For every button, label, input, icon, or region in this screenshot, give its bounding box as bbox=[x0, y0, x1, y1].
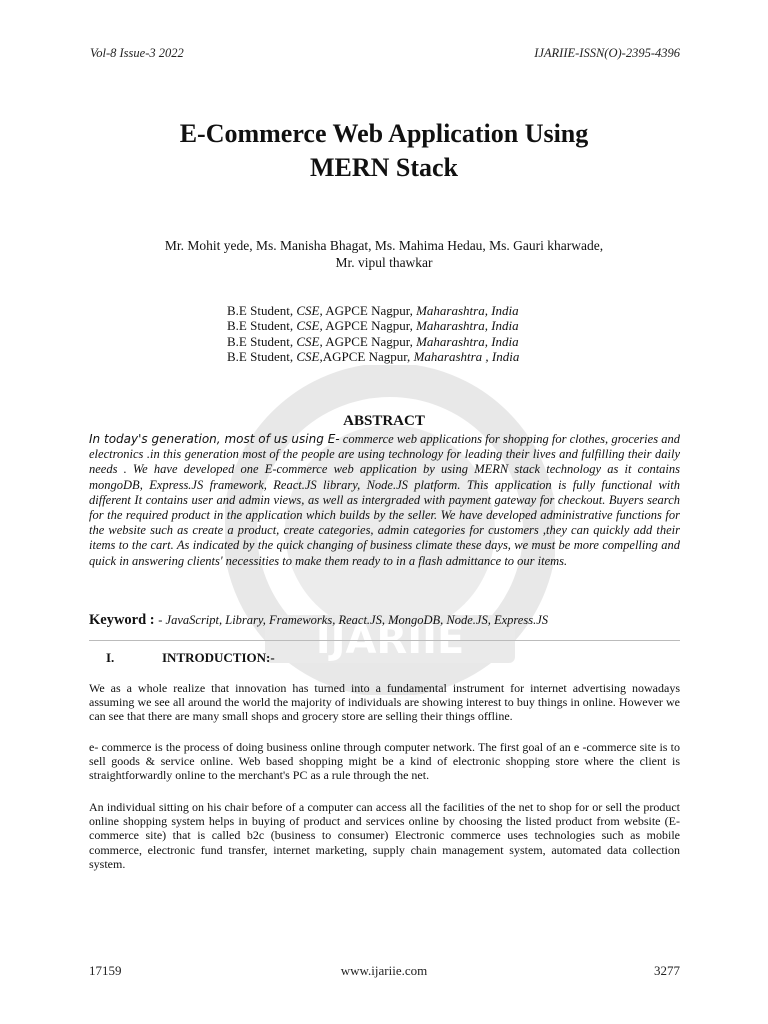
abstract-text: commerce web applications for shopping for clothes, groceries and electronics .in this generation most of the people are using technology for leading their lives and fulfilling their daily needs . We have developed one E-commerce web application by using MERN stack technology as it contains mongoDB, Express.JS framework, React.JS library, Node.JS platform. This application is fully functional with different It contains user and admin views, as well as intergraded with payment gateway for checkout. Buyers search for the required product in the application which builds by the seller. We have developed administrative functions for the website such as create a product, create categories, admin categories for customers ,they can quickly add their items to the cart. As indicated by the quick changing of business climate these days, we must be more compelling and quick in answering clients' necessities to make them ready to in a flash admittance to our items. bbox=[89, 432, 680, 568]
watermark-text: IJARIIE bbox=[315, 617, 465, 663]
paper-title-line-1: E-Commerce Web Application Using bbox=[179, 119, 589, 148]
section-divider bbox=[89, 640, 680, 641]
author-list bbox=[0, 237, 768, 271]
header-issn: IJARIIE-ISSN(O)-2395-4396 bbox=[534, 46, 680, 60]
paper-title-line-2: MERN Stack bbox=[309, 153, 459, 182]
keywords-text: - JavaScript, Library, Frameworks, React.JS, MongoDB, Node.JS, Express.JS bbox=[158, 613, 549, 627]
section-number: I. bbox=[106, 650, 115, 665]
intro-paragraph-2: e- commerce is the process of doing business online through computer network. The first goal of an e -commerce site is to sell goods & service online. Web based shopping might be a kind of electronic shopping store where the client is straightforwardly online to the merchant's PC as a rule through the net. bbox=[89, 740, 680, 783]
footer-website: www.ijariie.com bbox=[340, 963, 428, 978]
intro-paragraph-3: An individual sitting on his chair before of a computer can access all the facilities of the net to shop for or sell the product online shopping system helps in buying of product and services online by choosing the listed product from website (E-commerce site) that is called b2c (business to consumer) Electronic commerce uses technologies such as mobile commerce, electronic fund transfer, internet marketing, supply chain management system, automated data collection system. bbox=[89, 800, 680, 871]
keywords bbox=[89, 612, 689, 629]
paper-title bbox=[0, 117, 768, 185]
intro-paragraph-1: We as a whole realize that innovation has turned into a fundamental instrument for internet advertising nowadays assuming we see all around the world the majority of individuals are showing interest to buy things in online. However we can see that there are many small shops and grocery store are selling their things offline. bbox=[89, 681, 680, 724]
section-title: INTRODUCTION:- bbox=[162, 650, 275, 665]
affiliation-line: B.E Student, CSE, AGPCE Nagpur, Maharashtra, India bbox=[227, 318, 519, 334]
abstract-heading: ABSTRACT bbox=[343, 413, 425, 429]
keywords-label: Keyword : bbox=[89, 612, 159, 628]
author-line-1: Mr. Mohit yede, Ms. Manisha Bhagat, Ms. Mahima Hedau, Ms. Gauri kharwade, bbox=[164, 238, 604, 253]
abstract-lead: In today's generation, most of us using E- bbox=[89, 432, 340, 446]
footer-paper-id: 17159 bbox=[89, 963, 122, 978]
abstract-body bbox=[89, 432, 680, 569]
affiliation-list bbox=[227, 303, 519, 364]
affiliation-line: B.E Student, CSE,AGPCE Nagpur, Maharashtra , India bbox=[227, 348, 520, 364]
affiliation-line: B.E Student, CSE, AGPCE Nagpur, Maharashtra, India bbox=[227, 303, 519, 318]
header-volume-issue: Vol-8 Issue-3 2022 bbox=[90, 46, 184, 60]
affiliation-line: B.E Student, CSE, AGPCE Nagpur, Maharashtra, India bbox=[227, 333, 519, 349]
author-line-2: Mr. vipul thawkar bbox=[335, 255, 433, 270]
footer-page-number: 3277 bbox=[654, 963, 680, 978]
section-heading-introduction bbox=[106, 650, 275, 666]
